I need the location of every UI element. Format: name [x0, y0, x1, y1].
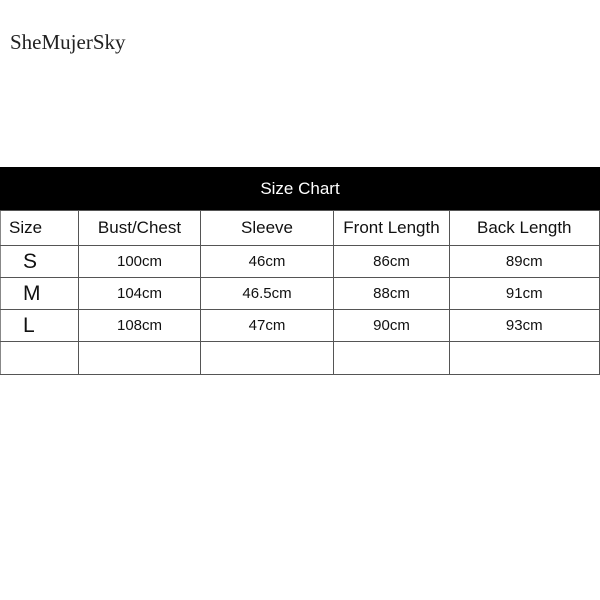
empty-cell [201, 342, 334, 375]
size-chart-title-bar [0, 167, 600, 210]
cell-bust: 104cm [79, 278, 201, 310]
cell-front-length: 90cm [334, 310, 450, 342]
cell-size: S [1, 246, 79, 278]
cell-bust: 108cm [79, 310, 201, 342]
cell-size: L [1, 310, 79, 342]
cell-back-length: 89cm [450, 246, 600, 278]
header-bust-chest: Bust/Chest [79, 211, 201, 246]
cell-sleeve: 46.5cm [201, 278, 334, 310]
header-back-length: Back Length [450, 211, 600, 246]
table-row-empty [1, 342, 600, 375]
table-row [1, 278, 600, 310]
empty-cell [1, 342, 79, 375]
cell-bust: 100cm [79, 246, 201, 278]
cell-front-length: 88cm [334, 278, 450, 310]
cell-back-length: 93cm [450, 310, 600, 342]
size-chart-table [0, 210, 600, 375]
cell-back-length: 91cm [450, 278, 600, 310]
empty-cell [79, 342, 201, 375]
header-front-length: Front Length [334, 211, 450, 246]
brand-logo: SheMujerSky [10, 30, 126, 54]
cell-sleeve: 47cm [201, 310, 334, 342]
cell-sleeve: 46cm [201, 246, 334, 278]
table-row [1, 246, 600, 278]
cell-front-length: 86cm [334, 246, 450, 278]
empty-cell [334, 342, 450, 375]
table-header-row [1, 211, 600, 246]
size-chart-title: Size Chart [260, 178, 340, 198]
empty-cell [450, 342, 600, 375]
table-row [1, 310, 600, 342]
cell-size: M [1, 278, 79, 310]
header-sleeve: Sleeve [201, 211, 334, 246]
header-size: Size [1, 211, 79, 246]
